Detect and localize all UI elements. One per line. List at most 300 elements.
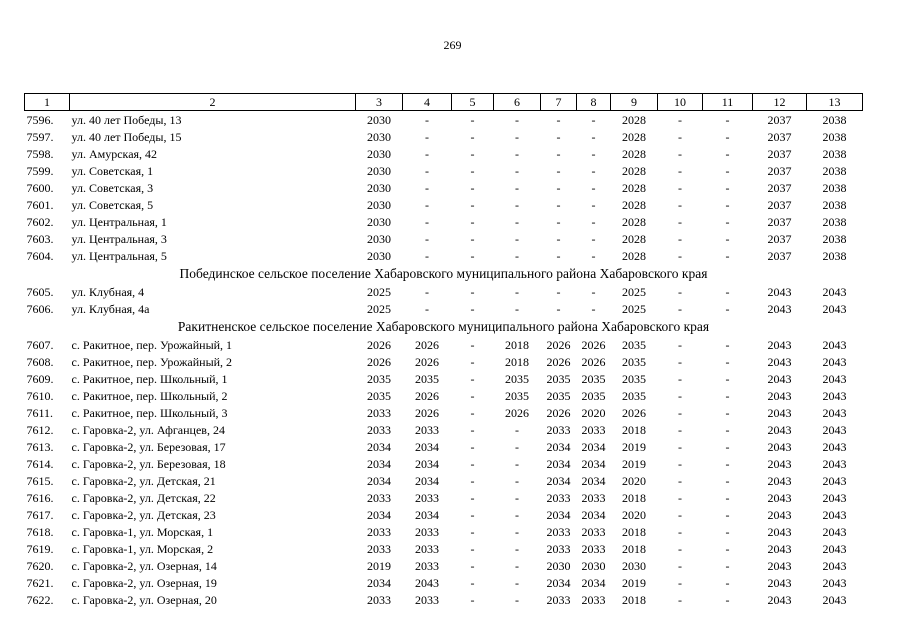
year-cell: 2030: [367, 146, 391, 161]
year-cell: 2026: [581, 337, 606, 352]
table-row: [25, 247, 863, 264]
row-number: 7612.: [26, 422, 54, 437]
table-row: [25, 404, 863, 421]
section-heading: Ракитненское сельское поселение Хабаровского муниципального района Хабаровского края: [177, 319, 710, 334]
year-cell: -: [470, 456, 475, 471]
header-row: [25, 94, 863, 111]
year-cell: 2035: [581, 388, 606, 403]
year-cell: 2034: [415, 439, 439, 454]
year-cell: 2033: [581, 422, 606, 437]
year-cell: 2026: [415, 337, 439, 352]
year-cell: -: [678, 558, 682, 573]
year-cell: 2034: [367, 439, 391, 454]
table-row: [25, 336, 863, 353]
year-cell: -: [678, 112, 682, 127]
year-cell: 2038: [822, 248, 847, 263]
year-cell: -: [515, 592, 519, 607]
year-cell: 2020: [622, 507, 646, 522]
year-cell: -: [678, 371, 682, 386]
year-cell: -: [470, 231, 475, 246]
year-cell: -: [515, 129, 519, 144]
address-cell: с. Гаровка-2, ул. Озерная, 19: [71, 575, 217, 590]
year-cell: 2018: [622, 524, 646, 539]
row-number: 7617.: [26, 507, 54, 522]
year-cell: -: [470, 248, 475, 263]
year-cell: 2043: [767, 524, 792, 539]
address-cell: с. Ракитное, пер. Школьный, 3: [71, 405, 228, 420]
year-cell: 2033: [367, 524, 391, 539]
year-cell: 2030: [581, 558, 606, 573]
year-cell: 2043: [767, 456, 792, 471]
year-cell: 2037: [767, 129, 792, 144]
year-cell: -: [515, 473, 519, 488]
header-cell: 11: [703, 94, 753, 111]
year-cell: 2030: [546, 558, 571, 573]
year-cell: 2030: [367, 231, 391, 246]
page-number: 269: [443, 38, 462, 52]
year-cell: -: [725, 284, 730, 299]
year-cell: 2028: [622, 248, 646, 263]
year-cell: 2043: [822, 439, 847, 454]
year-cell: -: [591, 248, 596, 263]
year-cell: 2034: [415, 473, 439, 488]
year-cell: -: [425, 163, 429, 178]
year-cell: 2037: [767, 180, 792, 195]
year-cell: 2034: [546, 473, 571, 488]
year-cell: -: [470, 405, 475, 420]
year-cell: 2034: [367, 507, 391, 522]
header-cell: 6: [494, 94, 541, 111]
year-cell: 2026: [415, 388, 439, 403]
row-number: 7615.: [26, 473, 54, 488]
table-row: [25, 574, 863, 591]
year-cell: -: [678, 337, 682, 352]
year-cell: -: [725, 388, 730, 403]
address-cell: с. Гаровка-2, ул. Детская, 21: [71, 473, 216, 488]
year-cell: 2043: [767, 284, 792, 299]
year-cell: 2043: [822, 558, 847, 573]
year-cell: 2035: [367, 388, 391, 403]
year-cell: -: [515, 490, 519, 505]
year-cell: -: [470, 541, 475, 556]
year-cell: 2043: [822, 371, 847, 386]
year-cell: -: [678, 456, 682, 471]
year-cell: 2030: [367, 214, 391, 229]
table-row: [25, 111, 863, 129]
year-cell: 2026: [415, 405, 439, 420]
row-number: 7598.: [26, 146, 54, 161]
year-cell: -: [591, 284, 596, 299]
row-number: 7603.: [26, 231, 54, 246]
address-cell: с. Гаровка-2, ул. Березовая, 18: [71, 456, 226, 471]
year-cell: 2043: [767, 405, 792, 420]
year-cell: 2033: [581, 592, 606, 607]
year-cell: 2020: [581, 405, 606, 420]
year-cell: -: [678, 405, 682, 420]
year-cell: 2043: [822, 337, 847, 352]
year-cell: 2035: [581, 371, 606, 386]
year-cell: -: [725, 490, 730, 505]
row-number: 7600.: [26, 180, 54, 195]
year-cell: 2033: [546, 490, 571, 505]
year-cell: 2043: [822, 405, 847, 420]
address-cell: с. Гаровка-2, ул. Детская, 23: [71, 507, 216, 522]
year-cell: -: [678, 575, 682, 590]
year-cell: -: [515, 180, 519, 195]
year-cell: -: [470, 592, 475, 607]
year-cell: 2043: [767, 337, 792, 352]
year-cell: -: [556, 180, 561, 195]
year-cell: -: [678, 301, 682, 316]
year-cell: -: [725, 456, 730, 471]
year-cell: 2025: [622, 301, 646, 316]
year-cell: 2028: [622, 214, 646, 229]
year-cell: 2034: [367, 473, 391, 488]
year-cell: -: [470, 524, 475, 539]
header-cell: 1: [25, 94, 70, 111]
year-cell: -: [725, 524, 730, 539]
table-body: [25, 111, 863, 609]
year-cell: 2035: [415, 371, 439, 386]
row-number: 7614.: [26, 456, 54, 471]
row-number: 7611.: [26, 405, 54, 420]
year-cell: 2033: [581, 524, 606, 539]
year-cell: -: [725, 112, 730, 127]
year-cell: 2038: [822, 163, 847, 178]
year-cell: 2018: [622, 490, 646, 505]
year-cell: 2043: [822, 456, 847, 471]
year-cell: 2033: [415, 592, 439, 607]
table-row: [25, 540, 863, 557]
year-cell: 2037: [767, 163, 792, 178]
year-cell: -: [678, 146, 682, 161]
year-cell: 2019: [622, 456, 646, 471]
year-cell: -: [470, 422, 475, 437]
year-cell: 2043: [822, 592, 847, 607]
table-row: [25, 213, 863, 230]
year-cell: -: [470, 180, 475, 195]
year-cell: -: [725, 248, 730, 263]
year-cell: 2043: [822, 541, 847, 556]
year-cell: 2026: [546, 405, 571, 420]
year-cell: 2030: [367, 180, 391, 195]
year-cell: 2034: [415, 507, 439, 522]
address-cell: ул. Советская, 3: [71, 180, 154, 195]
row-number: 7601.: [26, 197, 54, 212]
year-cell: 2026: [622, 405, 646, 420]
year-cell: -: [470, 163, 475, 178]
table-row: [25, 353, 863, 370]
year-cell: -: [678, 284, 682, 299]
row-number: 7597.: [26, 129, 54, 144]
year-cell: 2035: [546, 388, 571, 403]
year-cell: -: [515, 163, 519, 178]
year-cell: 2035: [505, 371, 529, 386]
year-cell: -: [515, 301, 519, 316]
row-number: 7622.: [26, 592, 54, 607]
year-cell: 2030: [367, 197, 391, 212]
header-cell: 13: [807, 94, 863, 111]
year-cell: 2043: [822, 490, 847, 505]
year-cell: -: [678, 473, 682, 488]
year-cell: 2037: [767, 112, 792, 127]
year-cell: 2018: [622, 541, 646, 556]
year-cell: 2028: [622, 112, 646, 127]
year-cell: 2043: [822, 284, 847, 299]
year-cell: -: [470, 507, 475, 522]
table-row: [25, 300, 863, 317]
address-cell: с. Гаровка-2, ул. Детская, 22: [71, 490, 216, 505]
row-number: 7599.: [26, 163, 54, 178]
year-cell: 2033: [546, 524, 571, 539]
year-cell: 2033: [581, 541, 606, 556]
address-cell: ул. Центральная, 3: [71, 231, 167, 246]
address-cell: с. Гаровка-2, ул. Афганцев, 24: [71, 422, 225, 437]
year-cell: 2038: [822, 129, 847, 144]
year-cell: -: [591, 214, 596, 229]
year-cell: -: [725, 422, 730, 437]
year-cell: 2043: [767, 507, 792, 522]
year-cell: -: [725, 354, 730, 369]
year-cell: -: [678, 388, 682, 403]
header-cell: 3: [356, 94, 403, 111]
year-cell: -: [515, 507, 519, 522]
row-number: 7620.: [26, 558, 54, 573]
year-cell: 2033: [546, 422, 571, 437]
year-cell: 2028: [622, 146, 646, 161]
year-cell: 2033: [367, 422, 391, 437]
table-row: [25, 370, 863, 387]
address-cell: ул. 40 лет Победы, 13: [71, 112, 182, 127]
table-row: [25, 128, 863, 145]
year-cell: 2038: [822, 146, 847, 161]
year-cell: 2034: [546, 575, 571, 590]
year-cell: -: [678, 163, 682, 178]
table-row: [25, 472, 863, 489]
year-cell: -: [556, 231, 561, 246]
row-number: 7605.: [26, 284, 54, 299]
year-cell: 2028: [622, 197, 646, 212]
year-cell: -: [425, 284, 429, 299]
year-cell: 2028: [622, 129, 646, 144]
year-cell: -: [515, 231, 519, 246]
year-cell: 2026: [505, 405, 529, 420]
year-cell: 2018: [622, 422, 646, 437]
year-cell: 2033: [367, 541, 391, 556]
table-row: [25, 506, 863, 523]
year-cell: -: [470, 214, 475, 229]
row-number: 7607.: [26, 337, 54, 352]
row-number: 7619.: [26, 541, 54, 556]
address-cell: ул. Амурская, 42: [71, 146, 158, 161]
table-row: [25, 523, 863, 540]
year-cell: -: [470, 197, 475, 212]
year-cell: 2026: [367, 337, 391, 352]
year-cell: -: [725, 163, 730, 178]
year-cell: 2043: [822, 473, 847, 488]
year-cell: 2034: [581, 575, 606, 590]
year-cell: 2035: [622, 388, 646, 403]
year-cell: -: [515, 146, 519, 161]
document-table: [24, 93, 863, 608]
year-cell: 2043: [822, 507, 847, 522]
table-row: [25, 230, 863, 247]
year-cell: -: [556, 146, 561, 161]
year-cell: -: [470, 473, 475, 488]
year-cell: -: [425, 180, 429, 195]
table-row: [25, 196, 863, 213]
year-cell: -: [515, 248, 519, 263]
table-row: [25, 387, 863, 404]
year-cell: -: [678, 422, 682, 437]
year-cell: 2043: [767, 558, 792, 573]
year-cell: 2030: [367, 129, 391, 144]
year-cell: -: [556, 197, 561, 212]
address-cell: с. Ракитное, пер. Школьный, 1: [71, 371, 228, 386]
year-cell: -: [678, 541, 682, 556]
section-heading-row: [25, 264, 863, 283]
row-number: 7602.: [26, 214, 54, 229]
header-cell: 5: [452, 94, 494, 111]
year-cell: -: [678, 129, 682, 144]
row-number: 7606.: [26, 301, 54, 316]
year-cell: 2033: [415, 558, 439, 573]
table-row: [25, 557, 863, 574]
year-cell: -: [678, 180, 682, 195]
year-cell: -: [515, 112, 519, 127]
address-cell: с. Ракитное, пер. Урожайный, 2: [71, 354, 233, 369]
year-cell: 2019: [367, 558, 391, 573]
address-cell: ул. Клубная, 4а: [71, 301, 150, 316]
table-header: [25, 94, 863, 111]
year-cell: 2043: [767, 575, 792, 590]
address-cell: ул. Советская, 5: [71, 197, 154, 212]
year-cell: 2043: [767, 422, 792, 437]
year-cell: -: [470, 112, 475, 127]
year-cell: -: [591, 180, 596, 195]
year-cell: 2018: [622, 592, 646, 607]
year-cell: -: [470, 301, 475, 316]
year-cell: -: [470, 490, 475, 505]
year-cell: 2034: [546, 439, 571, 454]
year-cell: -: [556, 112, 561, 127]
year-cell: 2034: [367, 456, 391, 471]
row-number: 7609.: [26, 371, 54, 386]
year-cell: 2038: [822, 214, 847, 229]
year-cell: -: [725, 575, 730, 590]
year-cell: -: [425, 301, 429, 316]
year-cell: 2037: [767, 231, 792, 246]
year-cell: -: [515, 575, 519, 590]
year-cell: 2043: [767, 388, 792, 403]
row-number: 7618.: [26, 524, 54, 539]
row-number: 7610.: [26, 388, 54, 403]
year-cell: 2030: [367, 112, 391, 127]
row-number: 7604.: [26, 248, 54, 263]
year-cell: -: [556, 248, 561, 263]
year-cell: -: [678, 197, 682, 212]
year-cell: 2035: [622, 337, 646, 352]
year-cell: -: [425, 231, 429, 246]
year-cell: -: [725, 301, 730, 316]
year-cell: 2043: [767, 473, 792, 488]
year-cell: 2043: [822, 422, 847, 437]
year-cell: 2033: [367, 490, 391, 505]
year-cell: -: [725, 214, 730, 229]
year-cell: -: [425, 146, 429, 161]
year-cell: 2038: [822, 231, 847, 246]
year-cell: 2043: [767, 541, 792, 556]
year-cell: -: [470, 371, 475, 386]
table-row: [25, 283, 863, 300]
year-cell: 2034: [546, 456, 571, 471]
year-cell: -: [556, 301, 561, 316]
year-cell: 2037: [767, 146, 792, 161]
year-cell: 2034: [581, 473, 606, 488]
year-cell: 2028: [622, 163, 646, 178]
year-cell: -: [725, 558, 730, 573]
year-cell: 2030: [367, 163, 391, 178]
year-cell: 2028: [622, 180, 646, 195]
year-cell: 2043: [822, 575, 847, 590]
year-cell: -: [725, 371, 730, 386]
year-cell: 2043: [767, 354, 792, 369]
year-cell: 2026: [546, 354, 571, 369]
year-cell: -: [725, 231, 730, 246]
year-cell: 2043: [415, 575, 439, 590]
year-cell: -: [515, 456, 519, 471]
row-number: 7616.: [26, 490, 54, 505]
year-cell: -: [425, 112, 429, 127]
year-cell: -: [515, 524, 519, 539]
year-cell: -: [515, 558, 519, 573]
table-row: [25, 179, 863, 196]
year-cell: -: [591, 197, 596, 212]
year-cell: 2037: [767, 197, 792, 212]
year-cell: -: [470, 439, 475, 454]
year-cell: 2026: [367, 354, 391, 369]
year-cell: -: [725, 197, 730, 212]
row-number: 7613.: [26, 439, 54, 454]
year-cell: -: [556, 214, 561, 229]
year-cell: -: [591, 163, 596, 178]
row-number: 7621.: [26, 575, 54, 590]
year-cell: -: [591, 301, 596, 316]
year-cell: -: [515, 439, 519, 454]
year-cell: -: [591, 129, 596, 144]
address-cell: с. Ракитное, пер. Урожайный, 1: [71, 337, 233, 352]
address-cell: ул. 40 лет Победы, 15: [71, 129, 182, 144]
year-cell: -: [556, 129, 561, 144]
year-cell: -: [470, 337, 475, 352]
header-cell: 7: [541, 94, 577, 111]
year-cell: 2043: [767, 592, 792, 607]
year-cell: -: [678, 524, 682, 539]
year-cell: -: [725, 180, 730, 195]
year-cell: -: [725, 507, 730, 522]
header-cell: 10: [658, 94, 703, 111]
year-cell: 2034: [367, 575, 391, 590]
year-cell: -: [470, 354, 475, 369]
section-heading: Побединское сельское поселение Хабаровского муниципального района Хабаровского края: [179, 266, 708, 281]
table-row: [25, 489, 863, 506]
year-cell: 2033: [415, 541, 439, 556]
year-cell: -: [678, 439, 682, 454]
year-cell: 2035: [622, 354, 646, 369]
year-cell: 2026: [546, 337, 571, 352]
table-row: [25, 455, 863, 472]
year-cell: 2025: [367, 301, 391, 316]
